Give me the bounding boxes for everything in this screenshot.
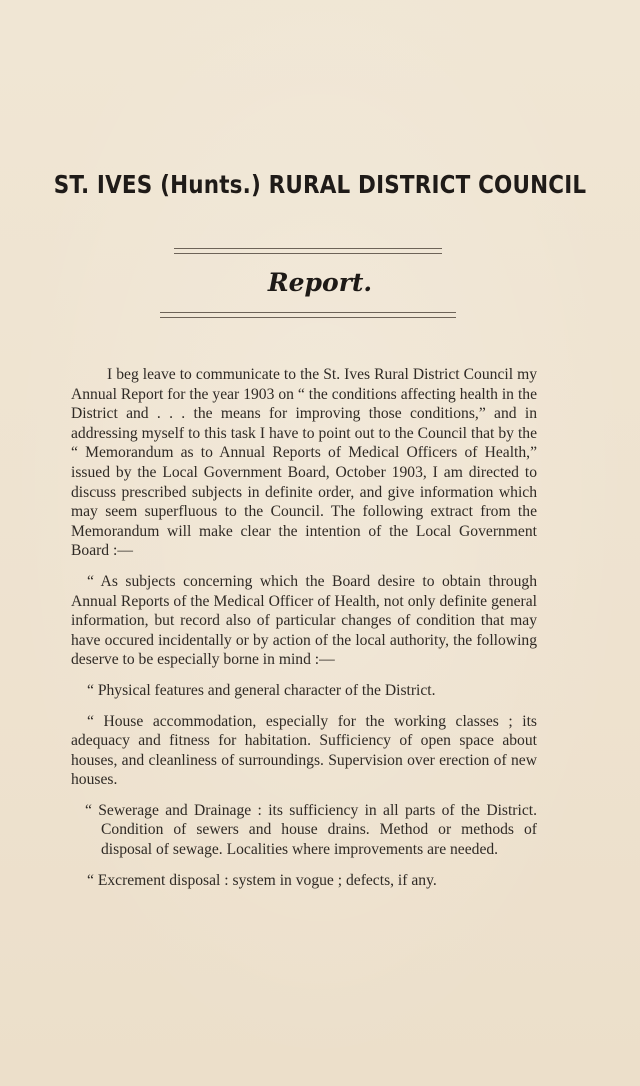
- report-body: [71, 365, 537, 901]
- house-accommodation-item: “ House accommodation, especially for the working classes ; its adequacy and fitness for habitation. Sufficiency of open space about houses, and cleanliness of surroundings. Supervision over erection of new houses.: [71, 712, 537, 789]
- double-rule-top: [174, 248, 442, 254]
- report-heading: Report.: [267, 268, 373, 297]
- council-title: ST. IVES (Hunts.) RURAL DISTRICT COUNCIL: [53, 170, 587, 199]
- excrement-disposal-item: “ Excrement disposal : system in vogue ; defects, if any.: [87, 871, 437, 889]
- memorandum-quote-paragraph: “ As subjects concerning which the Board desire to obtain through Annual Reports of the Medical Officer of Health, not only definite general information, but record also of particular changes of condition that may have occured incidentally or by action of the local authority, the following deserve to be especially borne in mind :—: [71, 572, 537, 669]
- sewerage-drainage-item: “ Sewerage and Drainage : its sufficiency in all parts of the District. Condition of sewers and house drains. Method or methods of disposal of sewage. Localities where improvements are needed.: [85, 801, 537, 859]
- physical-features-item: “ Physical features and general character of the District.: [87, 681, 436, 699]
- double-rule-bottom: [160, 312, 456, 318]
- intro-paragraph: I beg leave to communicate to the St. Ives Rural District Council my Annual Report for the year 1903 on “ the conditions affecting health in the District and . . . the means for improving those conditions,” and in addressing myself to this task I have to point out to the Council that by the “ Memorandum as to Annual Reports of Medical Officers of Health,” issued by the Local Government Board, October 1903, I am directed to discuss prescribed subjects in definite order, and give information which may seem superfluous to the Council. The following extract from the Memorandum will make clear the intention of the Local Government Board :—: [71, 366, 537, 560]
